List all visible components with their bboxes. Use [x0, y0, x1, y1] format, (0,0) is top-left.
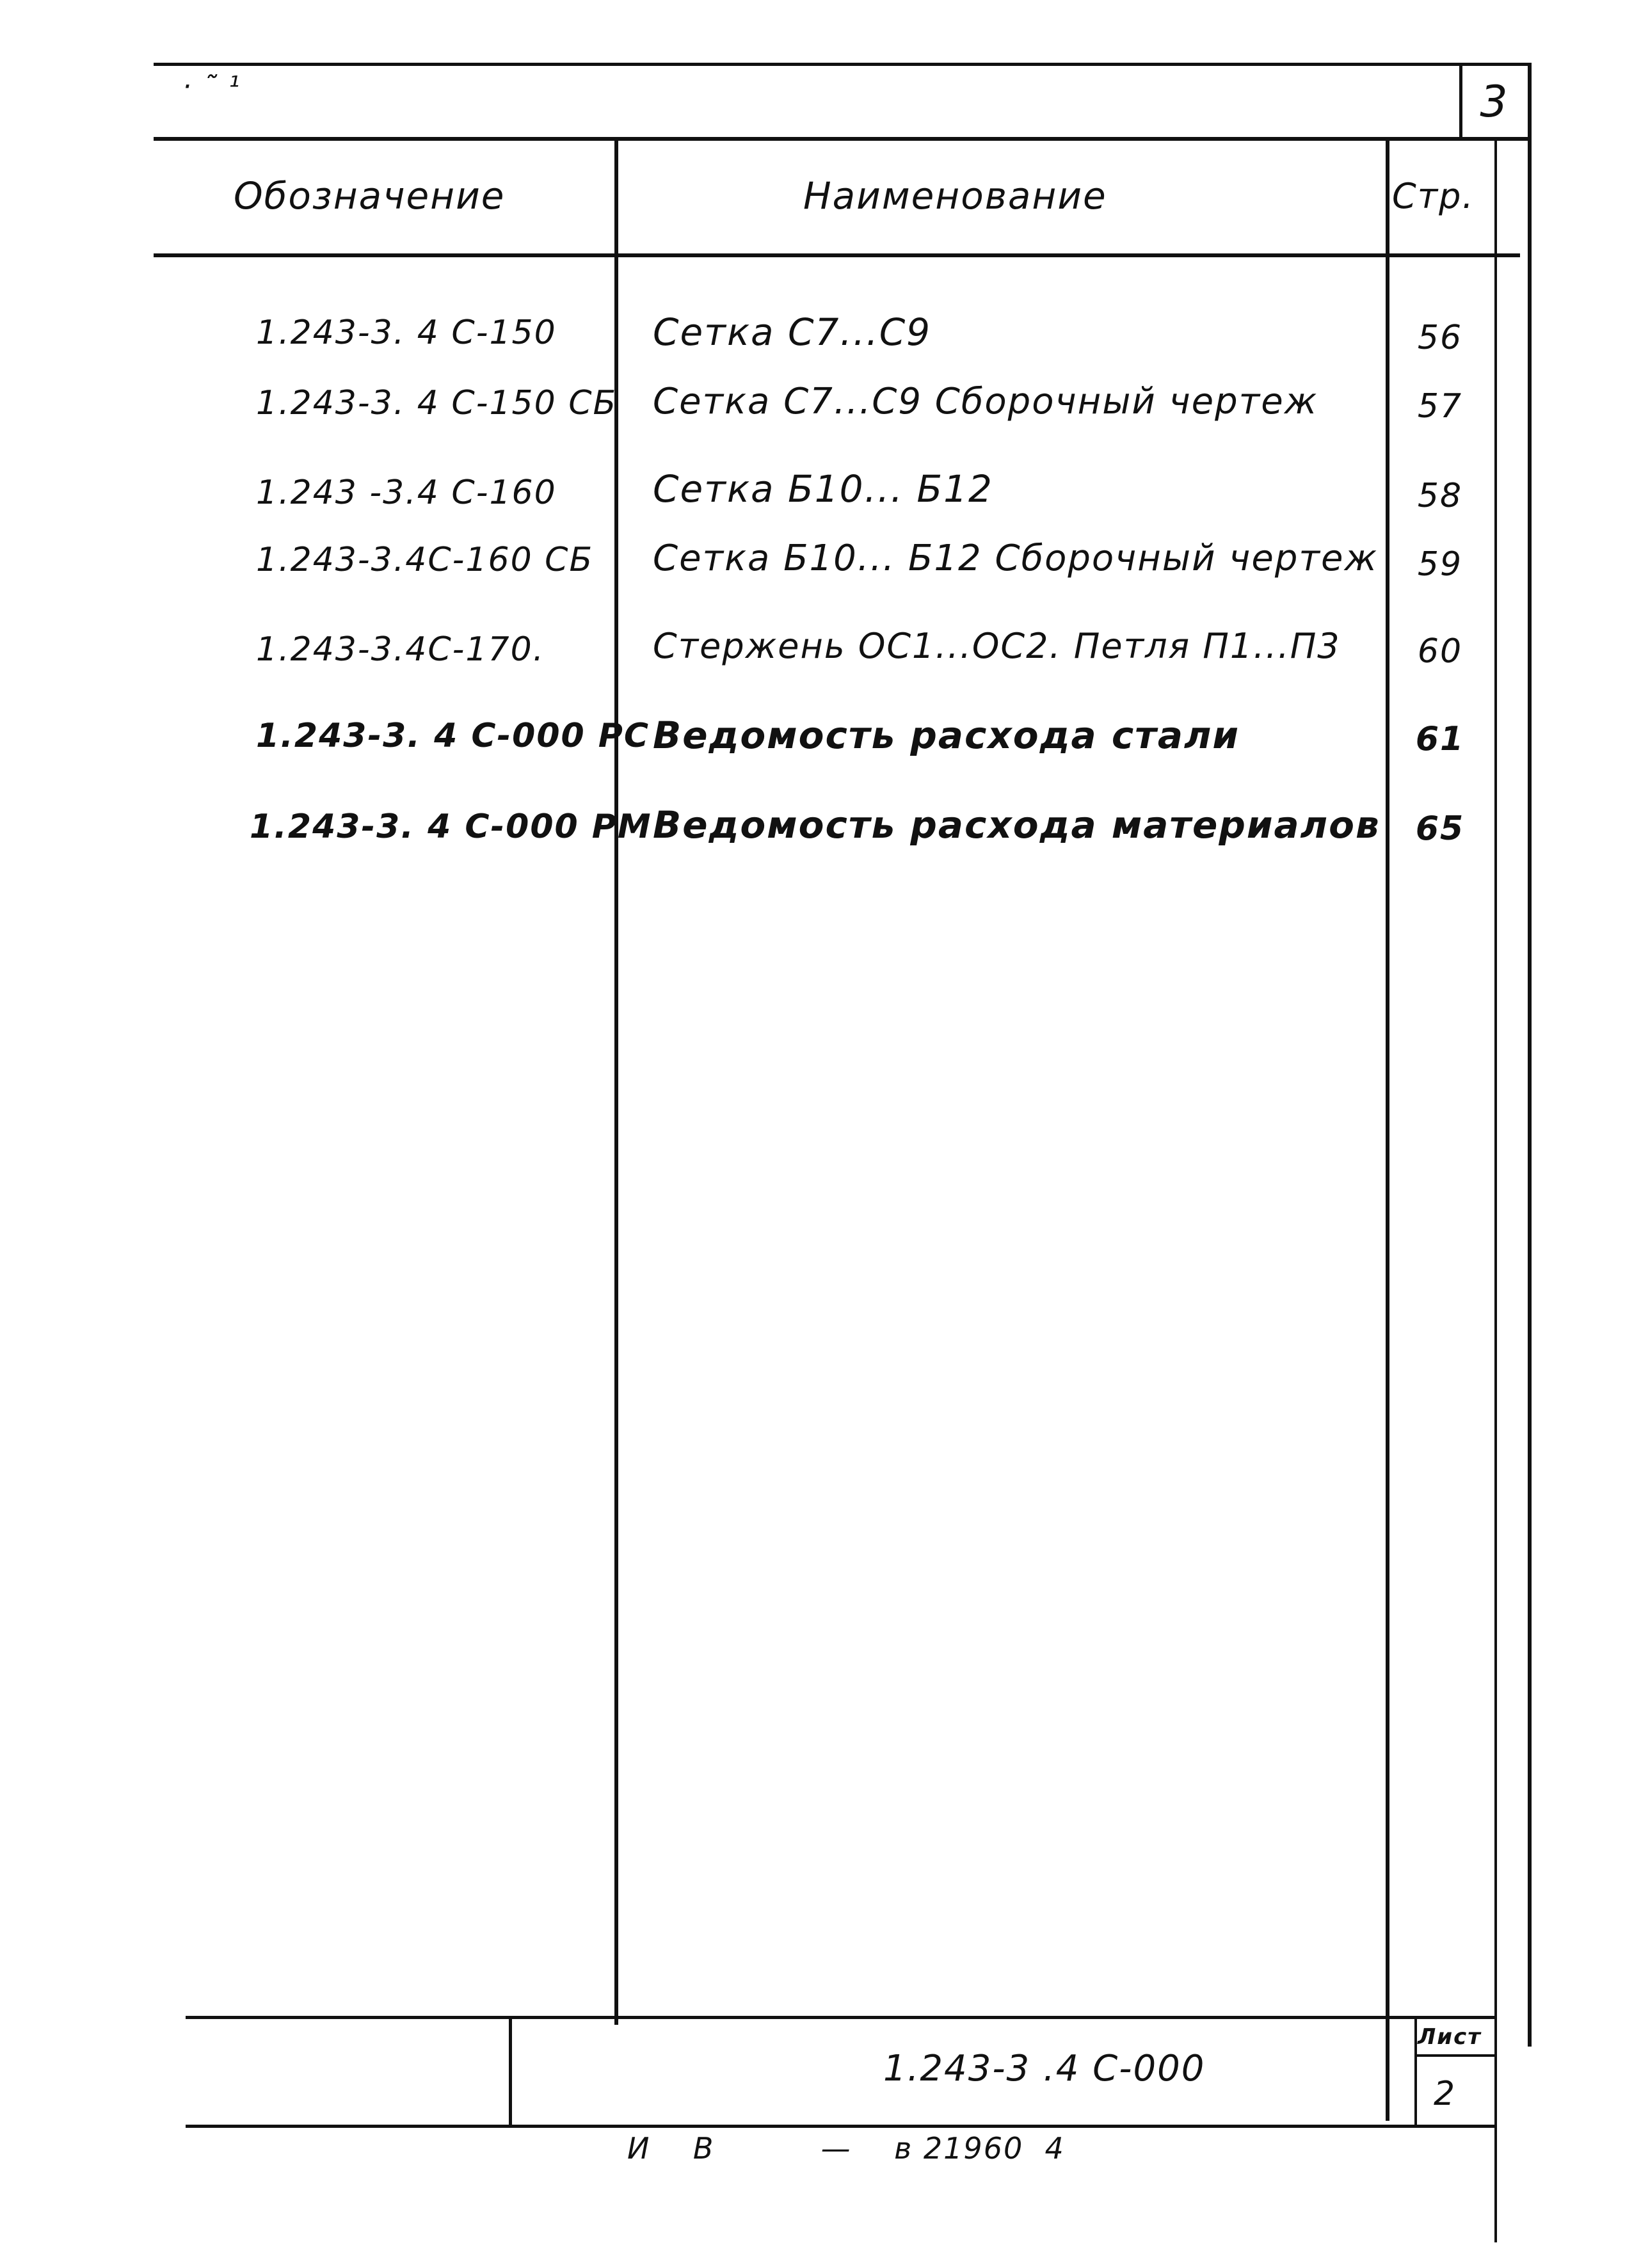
table-row-page: 56 — [1417, 319, 1463, 357]
table-row-designation: 1.243-3. 4 С-150 СБ — [256, 384, 618, 422]
table-row-designation: 1.243 -3.4 С-160 — [256, 474, 557, 512]
frame-right-inner — [1494, 137, 1497, 2242]
footer-stamp: И В — в 21960 4 — [627, 2131, 1065, 2166]
table-row-name: Сетка С7...С9 Сборочный чертеж — [653, 381, 1318, 422]
table-row-page: 58 — [1417, 477, 1463, 515]
table-row-page: 65 — [1415, 810, 1465, 848]
table-row-page: 57 — [1417, 387, 1463, 426]
frame-top-rule — [154, 63, 1531, 66]
header-bottom-rule — [154, 253, 1520, 257]
page-number: 3 — [1480, 77, 1509, 127]
table-row-page: 60 — [1417, 632, 1463, 671]
document-code: 1.243-3 .4 С-000 — [883, 2048, 1206, 2089]
header-page: Стр. — [1392, 176, 1475, 216]
frame-right-outer — [1528, 63, 1532, 2047]
table-row-name: Ведомость расхода материалов — [653, 803, 1381, 847]
page-number-divider — [1459, 63, 1462, 138]
sheet-box-divider — [1414, 2054, 1496, 2057]
table-row-name: Сетка Б10... Б12 Сборочный чертеж — [653, 538, 1378, 579]
table-row-name: Сетка С7...С9 — [653, 310, 932, 354]
header-top-rule — [154, 137, 1531, 141]
table-row-designation: 1.243-3.4С-160 СБ — [256, 541, 594, 579]
corner-marks: · ˜ ¹ — [182, 70, 241, 103]
table-row-name: Стержень ОС1...ОС2. Петля П1...П3 — [653, 626, 1341, 666]
sheet-box-left — [1414, 2016, 1417, 2126]
table-row-designation: 1.243-3. 4 С-000 РС — [256, 717, 650, 755]
header-designation: Обозначение — [234, 174, 506, 218]
title-block-bottom-rule — [186, 2125, 1496, 2128]
table-row-name: Сетка Б10... Б12 — [653, 467, 993, 511]
table-row-designation: 1.243-3. 4 С-000 РМ — [250, 808, 652, 846]
table-row-designation: 1.243-3. 4 С-150 — [256, 314, 557, 352]
title-block-top-rule — [186, 2016, 1496, 2019]
title-block-divider — [509, 2016, 512, 2126]
header-name: Наименование — [803, 174, 1107, 218]
sheet-number: 2 — [1434, 2075, 1457, 2113]
table-row-designation: 1.243-3.4С-170. — [256, 630, 545, 669]
column-divider-2 — [1386, 137, 1389, 2121]
sheet-label: Лист — [1418, 2024, 1482, 2050]
table-row-name: Ведомость расхода стали — [653, 714, 1240, 757]
table-row-page: 59 — [1417, 545, 1463, 584]
table-row-page: 61 — [1415, 720, 1465, 758]
